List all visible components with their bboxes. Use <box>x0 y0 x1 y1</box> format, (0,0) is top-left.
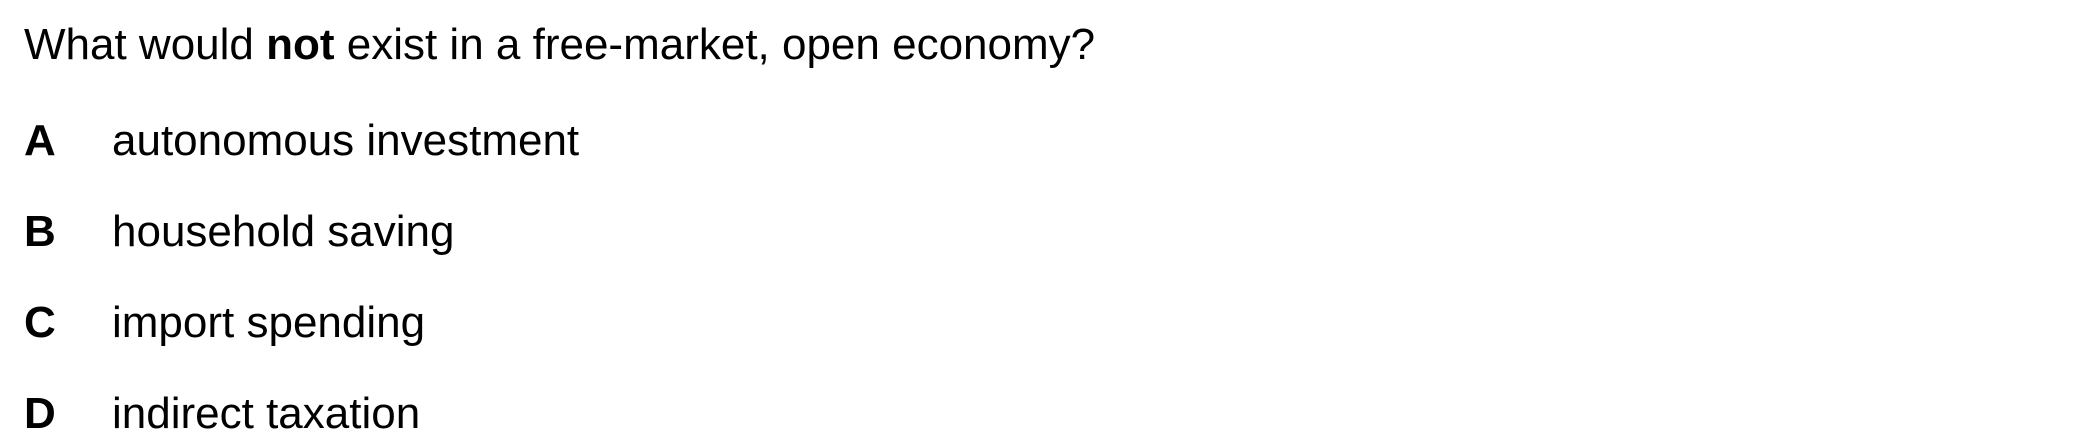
question-prefix: What would <box>24 20 267 69</box>
question-emphasis: not <box>266 20 335 69</box>
question-text <box>24 16 1095 74</box>
option-text: import spending <box>112 298 426 347</box>
option-text: indirect taxation <box>112 389 421 438</box>
option-text: household saving <box>112 207 455 256</box>
option-letter: C <box>24 298 56 347</box>
option-letter: A <box>24 116 56 165</box>
option-letter: D <box>24 389 56 438</box>
question-suffix: exist in a free-market, open economy? <box>334 20 1096 69</box>
option-text: autonomous investment <box>112 116 580 165</box>
option-letter: B <box>24 207 56 256</box>
